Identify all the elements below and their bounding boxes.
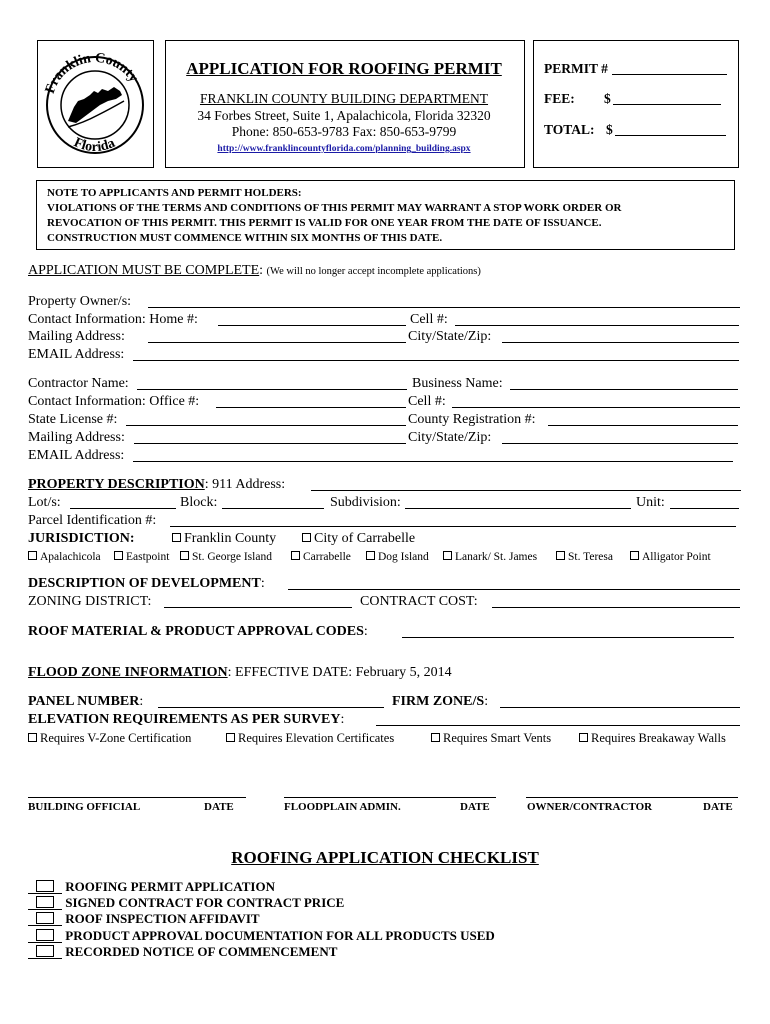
requirement-elevation-certificates[interactable]: Requires Elevation Certificates: [226, 730, 394, 746]
notice-line-3: CONSTRUCTION MUST COMMENCE WITHIN SIX MONTHS OF THIS DATE.: [47, 232, 443, 244]
area-option-lanark-st-james[interactable]: Lanark/ St. James: [443, 549, 537, 565]
development-description-label: DESCRIPTION OF DEVELOPMENT: [28, 576, 261, 591]
requirement-v-zone[interactable]: Requires V-Zone Certification: [28, 730, 191, 746]
checkbox-icon[interactable]: [556, 551, 565, 560]
checkbox-icon[interactable]: [366, 551, 375, 560]
notice-heading: NOTE TO APPLICANTS AND PERMIT HOLDERS:: [47, 187, 302, 199]
development-description-field[interactable]: [288, 589, 740, 590]
checklist-box[interactable]: [28, 912, 62, 926]
checkbox-icon[interactable]: [28, 551, 37, 560]
flood-effective-date: : EFFECTIVE DATE: February 5, 2014: [227, 665, 452, 680]
total-field[interactable]: [615, 135, 726, 136]
area-option-eastpoint[interactable]: Eastpoint: [114, 549, 169, 565]
department-address: 34 Forbes Street, Suite 1, Apalachicola, Florida 32320: [197, 108, 491, 123]
checkbox-icon[interactable]: [431, 733, 440, 742]
contractor-name-field[interactable]: [137, 389, 407, 390]
checklist-box[interactable]: [28, 929, 62, 943]
owner-cell-field[interactable]: [455, 325, 739, 326]
unit-field[interactable]: [670, 508, 739, 509]
owner-home-field[interactable]: [218, 325, 406, 326]
unit-label: Unit:: [636, 495, 665, 510]
owner-mailing-field[interactable]: [148, 342, 406, 343]
form-title: APPLICATION FOR ROOFING PERMIT: [186, 59, 502, 78]
panel-number-row: PANEL NUMBER:: [28, 694, 144, 709]
checklist-box[interactable]: [28, 880, 62, 894]
flood-zone-row: [28, 665, 452, 681]
area-option-st-george-island[interactable]: St. George Island: [180, 549, 272, 565]
building-official-label: BUILDING OFFICIAL: [28, 801, 141, 813]
checkbox-icon[interactable]: [443, 551, 452, 560]
flood-zone-heading: FLOOD ZONE INFORMATION: [28, 665, 228, 680]
notice-line-1: VIOLATIONS OF THE TERMS AND CONDITIONS OF THIS PERMIT MAY WARRANT A STOP WORK ORDER OR: [47, 202, 622, 214]
contractor-office-label: Contact Information: Office #:: [28, 394, 200, 409]
lots-field[interactable]: [70, 508, 176, 509]
property-owner-label: Property Owner/s:: [28, 294, 132, 309]
notice-line-2: REVOCATION OF THIS PERMIT. THIS PERMIT IS VALID FOR ONE YEAR FROM THE DATE OF ISSUANCE.: [47, 217, 602, 229]
checklist-item[interactable]: SIGNED CONTRACT FOR CONTRACT PRICE: [28, 895, 344, 910]
checkbox-icon[interactable]: [302, 533, 311, 542]
permit-fee-box: [533, 40, 739, 168]
subdivision-label: Subdivision:: [330, 495, 401, 510]
area-option-carrabelle[interactable]: Carrabelle: [291, 549, 351, 565]
property-description-heading: PROPERTY DESCRIPTION: [28, 477, 205, 492]
fee-label: FEE:: [544, 91, 575, 106]
parcel-id-label: Parcel Identification #:: [28, 513, 157, 528]
owner-contractor-signature-line[interactable]: [526, 797, 738, 798]
address-911-label: : 911 Address:: [204, 477, 286, 492]
checklist-item[interactable]: ROOFING PERMIT APPLICATION: [28, 879, 275, 894]
roof-material-row: ROOF MATERIAL & PRODUCT APPROVAL CODES:: [28, 624, 368, 639]
floodplain-admin-label: FLOODPLAIN ADMIN.: [284, 801, 401, 813]
owner-home-label: Contact Information: Home #:: [28, 312, 198, 327]
property-owner-field[interactable]: [148, 307, 740, 308]
checklist-box[interactable]: [28, 945, 62, 959]
contractor-city-label: City/State/Zip:: [408, 430, 492, 445]
complete-colon: :: [259, 263, 264, 278]
jurisdiction-label: JURISDICTION:: [28, 531, 135, 546]
fee-dollar: $: [604, 91, 611, 106]
permit-number-field[interactable]: [612, 74, 727, 75]
floodplain-admin-date-label: DATE: [460, 801, 490, 813]
requirement-smart-vents[interactable]: Requires Smart Vents: [431, 730, 551, 746]
lots-label: Lot/s:: [28, 495, 61, 510]
contractor-email-field[interactable]: [133, 461, 733, 462]
area-option-apalachicola[interactable]: Apalachicola: [28, 549, 101, 565]
owner-contractor-label: OWNER/CONTRACTOR: [527, 801, 653, 813]
panel-number-field[interactable]: [158, 707, 384, 708]
owner-city-field[interactable]: [502, 342, 739, 343]
contract-cost-field[interactable]: [492, 607, 740, 608]
owner-mailing-label: Mailing Address:: [28, 329, 125, 344]
checklist-item[interactable]: PRODUCT APPROVAL DOCUMENTATION FOR ALL PRODUCTS USED: [28, 928, 495, 943]
notice-box: [36, 180, 735, 250]
panel-number-label: PANEL NUMBER: [28, 694, 140, 709]
checklist-item[interactable]: ROOF INSPECTION AFFIDAVIT: [28, 911, 260, 926]
subdivision-field[interactable]: [405, 508, 631, 509]
department-name: FRANKLIN COUNTY BUILDING DEPARTMENT: [199, 91, 489, 106]
roof-material-field[interactable]: [402, 637, 734, 638]
contractor-mailing-label: Mailing Address:: [28, 430, 125, 445]
checkbox-icon[interactable]: [630, 551, 639, 560]
checkbox-icon[interactable]: [180, 551, 189, 560]
complete-heading: APPLICATION MUST BE COMPLETE: [28, 263, 260, 278]
contractor-email-label: EMAIL Address:: [28, 448, 125, 463]
seal-top-text: Franklin County: [42, 50, 141, 96]
firm-zone-row: FIRM ZONE/S:: [392, 694, 489, 709]
seal-box: [37, 40, 154, 168]
jurisdiction-option-franklin-county[interactable]: Franklin County: [172, 531, 276, 547]
owner-email-field[interactable]: [133, 360, 739, 361]
owner-cell-label: Cell #:: [410, 312, 448, 327]
contractor-cell-field[interactable]: [452, 407, 740, 408]
header-title-box: [165, 40, 525, 168]
checkbox-icon[interactable]: [291, 551, 300, 560]
complete-note: (We will no longer accept incomplete applications): [266, 266, 481, 277]
elevation-requirements-label: ELEVATION REQUIREMENTS AS PER SURVEY: [28, 712, 341, 727]
block-field[interactable]: [222, 508, 324, 509]
checkbox-icon[interactable]: [114, 551, 123, 560]
contractor-city-field[interactable]: [502, 443, 738, 444]
fee-field[interactable]: [613, 104, 721, 105]
contractor-mailing-field[interactable]: [134, 443, 406, 444]
area-option-dog-island[interactable]: Dog Island: [366, 549, 429, 565]
zoning-district-label: ZONING DISTRICT:: [28, 594, 152, 609]
total-dollar: $: [606, 122, 613, 137]
address-911-field[interactable]: [311, 490, 741, 491]
complete-heading-row: [28, 263, 481, 280]
seal-bottom-text: Florida: [71, 135, 118, 156]
checkbox-icon[interactable]: [172, 533, 181, 542]
block-label: Block:: [180, 495, 218, 510]
county-registration-field[interactable]: [548, 425, 738, 426]
checklist-box[interactable]: [28, 896, 62, 910]
checkbox-icon[interactable]: [28, 733, 37, 742]
county-seal-icon: [38, 41, 152, 166]
state-license-field[interactable]: [126, 425, 406, 426]
parcel-id-field[interactable]: [170, 526, 736, 527]
checklist-item[interactable]: RECORDED NOTICE OF COMMENCEMENT: [28, 944, 337, 959]
owner-city-label: City/State/Zip:: [408, 329, 492, 344]
department-phone: Phone: 850-653-9783 Fax: 850-653-9799: [231, 124, 457, 139]
firm-zone-field[interactable]: [500, 707, 740, 708]
owner-email-label: EMAIL Address:: [28, 347, 125, 362]
floodplain-admin-signature-line[interactable]: [284, 797, 496, 798]
business-name-field[interactable]: [510, 389, 738, 390]
department-url[interactable]: http://www.franklincountyflorida.com/planning_building.aspx: [217, 144, 471, 154]
total-label: TOTAL:: [544, 122, 595, 137]
state-license-label: State License #:: [28, 412, 118, 427]
business-name-label: Business Name:: [412, 376, 503, 391]
zoning-district-field[interactable]: [164, 607, 352, 608]
area-option-st-teresa[interactable]: St. Teresa: [556, 549, 613, 565]
checklist-title: ROOFING APPLICATION CHECKLIST: [231, 848, 539, 867]
contractor-cell-label: Cell #:: [408, 394, 446, 409]
building-official-signature-line[interactable]: [28, 797, 246, 798]
contract-cost-label: CONTRACT COST:: [360, 594, 478, 609]
jurisdiction-option-carrabelle-city[interactable]: City of Carrabelle: [302, 531, 415, 547]
requirement-breakaway-walls[interactable]: Requires Breakaway Walls: [579, 730, 726, 746]
property-description-row: [28, 477, 285, 493]
development-description-row: DESCRIPTION OF DEVELOPMENT:: [28, 576, 265, 591]
contractor-name-label: Contractor Name:: [28, 376, 129, 391]
roof-material-label: ROOF MATERIAL & PRODUCT APPROVAL CODES: [28, 624, 364, 639]
checkbox-icon[interactable]: [226, 733, 235, 742]
checkbox-icon[interactable]: [579, 733, 588, 742]
area-option-alligator-point[interactable]: Alligator Point: [630, 549, 711, 565]
svg-text:Franklin County: [43, 51, 141, 96]
building-official-date-label: DATE: [204, 801, 234, 813]
contractor-office-field[interactable]: [216, 407, 406, 408]
elevation-requirements-row: ELEVATION REQUIREMENTS AS PER SURVEY:: [28, 712, 345, 727]
elevation-requirements-field[interactable]: [376, 725, 740, 726]
svg-text:Florida: [71, 135, 117, 155]
permit-number-label: PERMIT #: [544, 61, 608, 76]
owner-contractor-date-label: DATE: [703, 801, 733, 813]
firm-zone-label: FIRM ZONE/S: [392, 694, 485, 709]
county-registration-label: County Registration #:: [408, 412, 536, 427]
